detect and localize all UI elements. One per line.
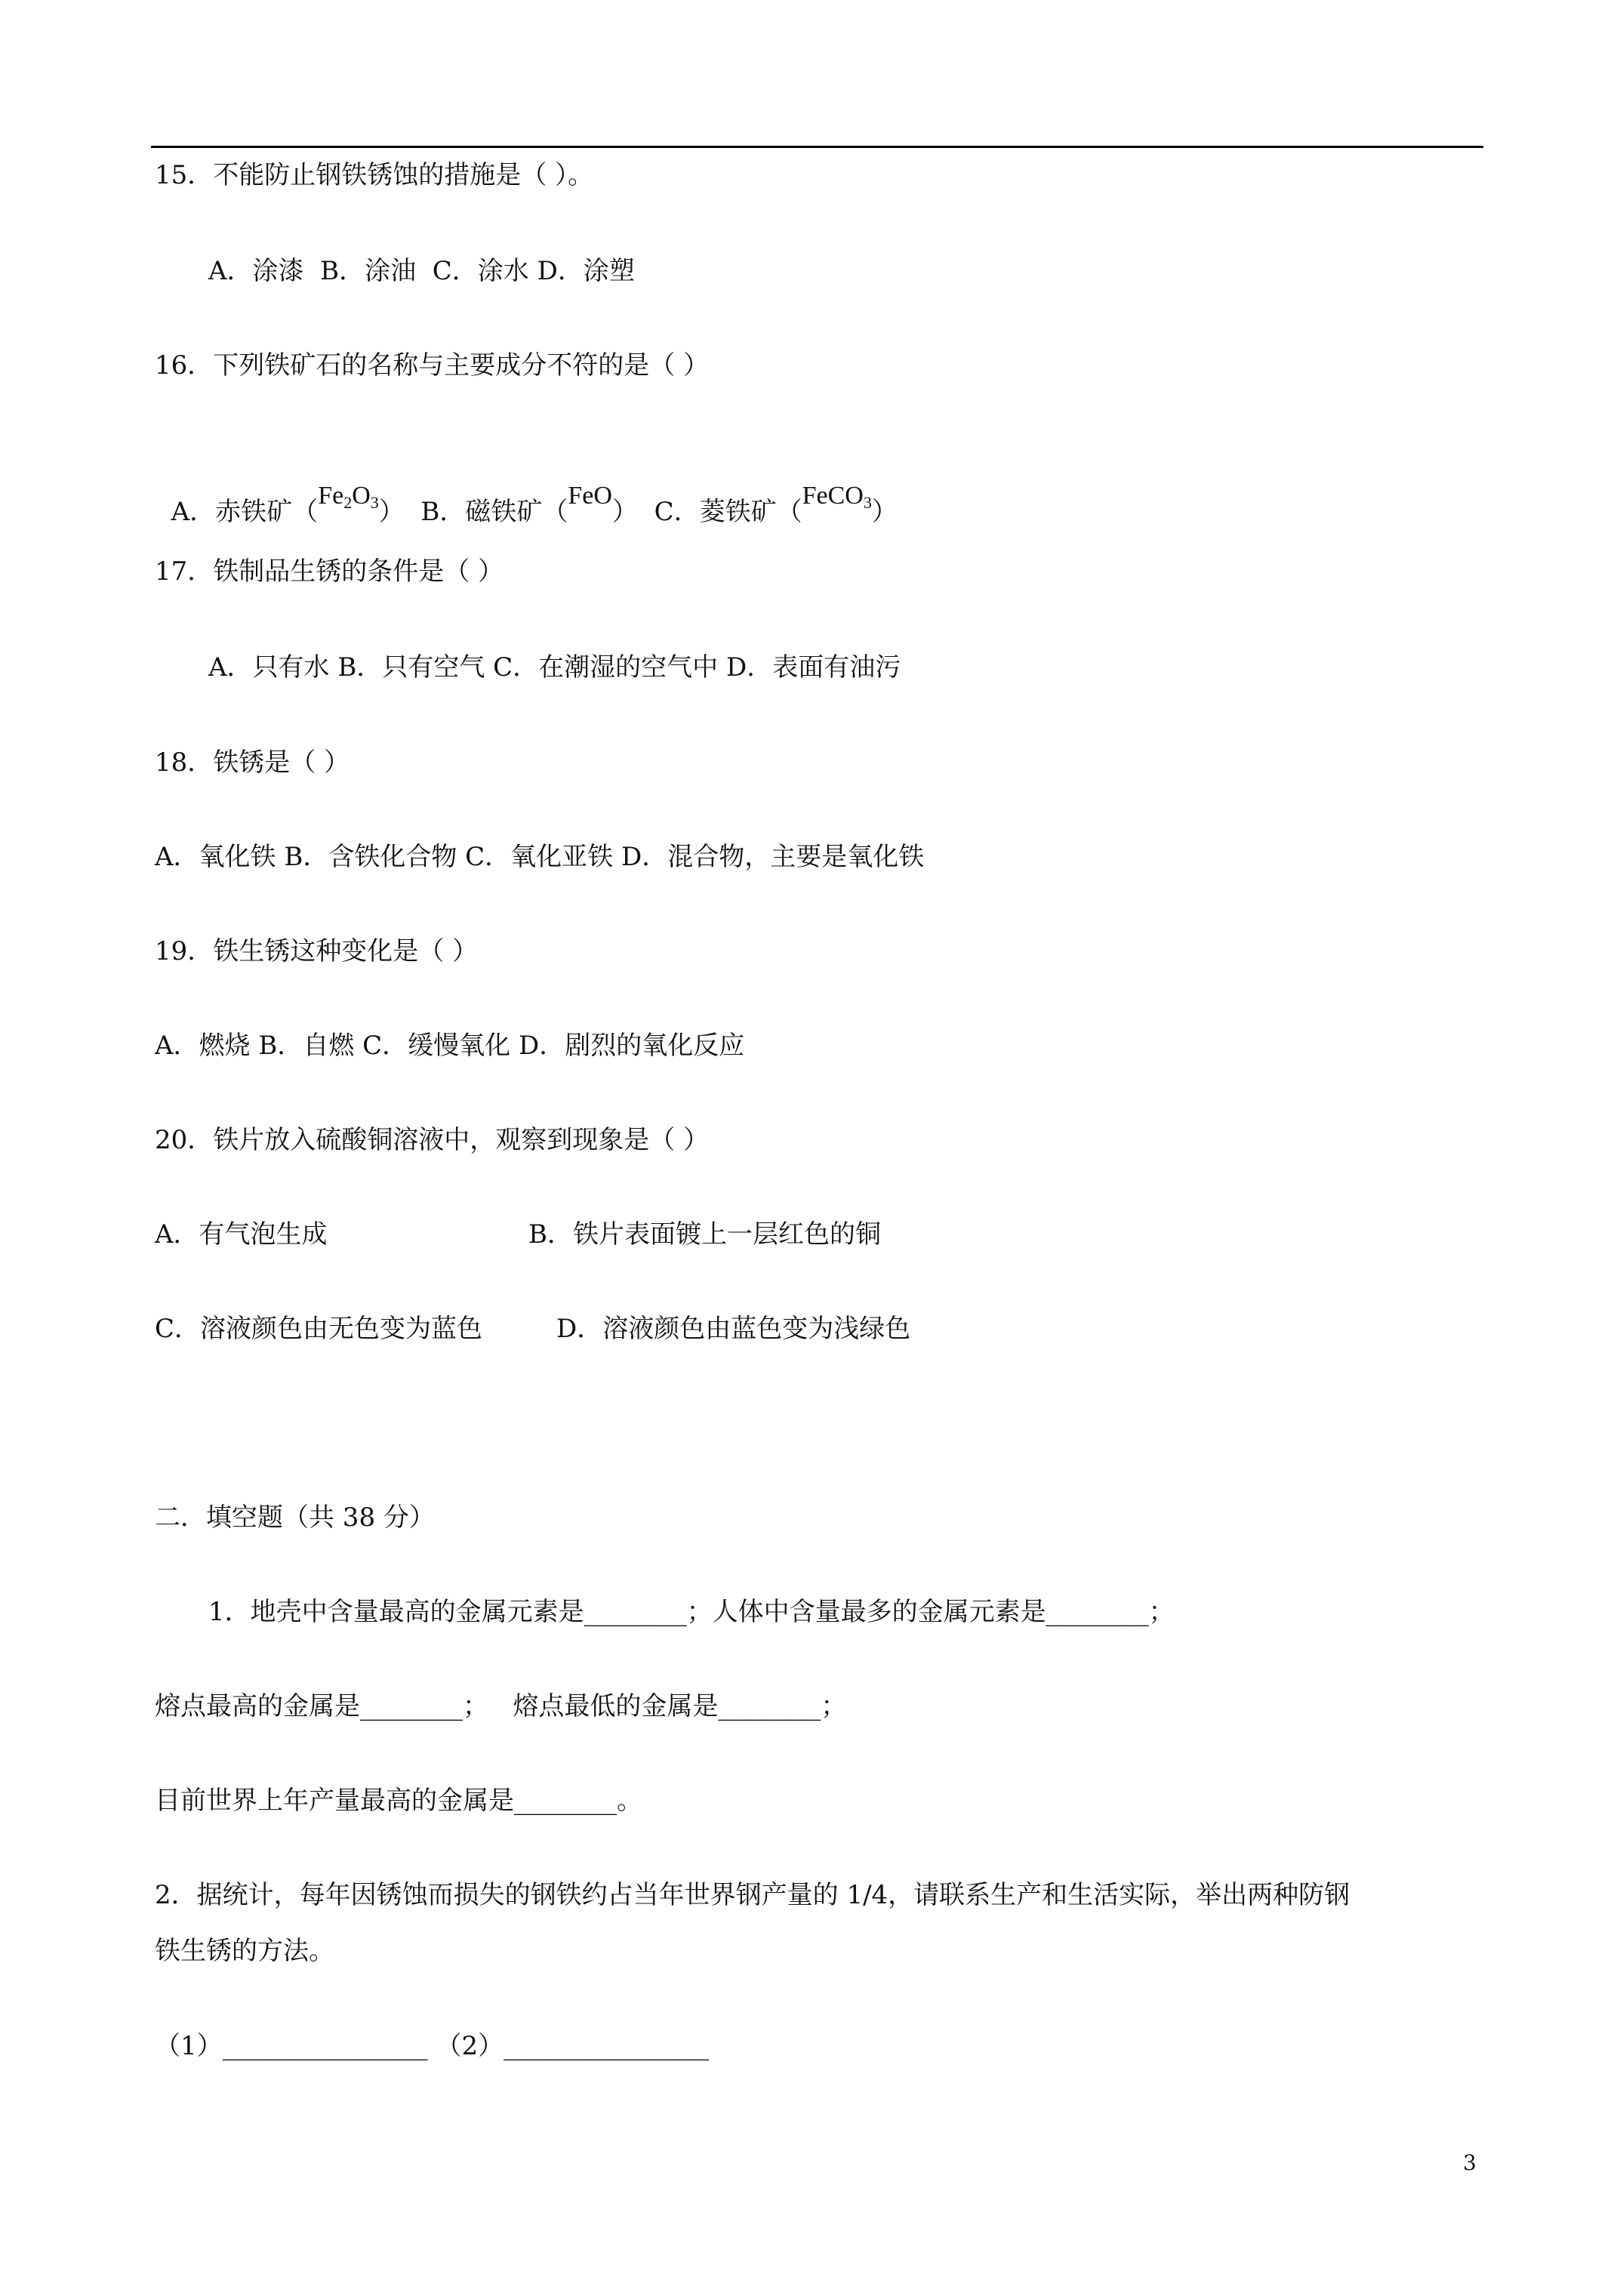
header-rule xyxy=(151,146,1483,148)
question-20-option-d: D．溶液颜色由蓝色变为浅绿色 xyxy=(556,1314,911,1344)
question-20-option-c: C．溶液颜色由无色变为蓝色 xyxy=(155,1314,483,1344)
fill-1-line-2: 熔点最高的金属是________； 熔点最低的金属是________； xyxy=(155,1691,847,1721)
option-c-suffix: ） xyxy=(871,497,898,527)
question-17-options: A．只有水 B．只有空气 C．在潮湿的空气中 D．表面有油污 xyxy=(208,652,901,683)
question-20-option-a: A．有气泡生成 xyxy=(155,1219,328,1250)
question-18-options: A．氧化铁 B．含铁化合物 C．氧化亚铁 D．混合物，主要是氧化铁 xyxy=(155,842,925,872)
question-15-options: A．涂漆 B．涂油 C．涂水 D．涂塑 xyxy=(208,256,635,286)
question-19-options: A．燃烧 B．自燃 C．缓慢氧化 D．剧烈的氧化反应 xyxy=(155,1031,745,1061)
option-b-prefix: B．磁铁矿（ xyxy=(420,497,568,527)
question-15-stem: 15．不能防止钢铁锈蚀的措施是（ ）。 xyxy=(155,160,594,190)
question-18-stem: 18．铁锈是（ ） xyxy=(155,747,350,778)
fill-2-line-1: 2．据统计，每年因锈蚀而损失的钢铁约占当年世界钢产量的 1/4，请联系生产和生活实际，举出两种防钢 xyxy=(155,1880,1350,1910)
question-16-options xyxy=(155,462,898,536)
question-20-option-b: B．铁片表面镀上一层红色的铜 xyxy=(528,1219,881,1250)
fill-2-line-2: 铁生锈的方法。 xyxy=(155,1936,334,1966)
option-b-suffix: ） xyxy=(611,497,638,527)
formula-fe2o3: $Fe_2O_3$ xyxy=(318,482,379,512)
question-20-stem: 20．铁片放入硫酸铜溶液中，观察到现象是（ ） xyxy=(155,1125,710,1155)
fill-1-line-1: 1．地壳中含量最高的金属元素是________；人体中含量最多的金属元素是________； xyxy=(208,1597,1175,1627)
fill-2-answer-blanks: （1）________________ （2）________________ xyxy=(155,2031,710,2061)
formula-feco3: FeCO$_3$ xyxy=(802,482,872,512)
question-16-stem: 16．下列铁矿石的名称与主要成分不符的是（ ） xyxy=(155,350,710,381)
question-17-stem: 17．铁制品生锈的条件是（ ） xyxy=(155,556,504,587)
option-a-prefix: A．赤铁矿（ xyxy=(171,497,319,527)
page-number: 3 xyxy=(1463,2150,1477,2175)
formula-feo: FeO xyxy=(568,482,612,510)
fill-1-line-3: 目前世界上年产量最高的金属是________。 xyxy=(155,1786,642,1816)
option-c-prefix: C．菱铁矿（ xyxy=(654,497,802,527)
section-2-heading: 二．填空题（共 38 分） xyxy=(155,1502,435,1533)
question-19-stem: 19．铁生锈这种变化是（ ） xyxy=(155,936,479,966)
option-a-suffix: ） xyxy=(378,497,405,527)
